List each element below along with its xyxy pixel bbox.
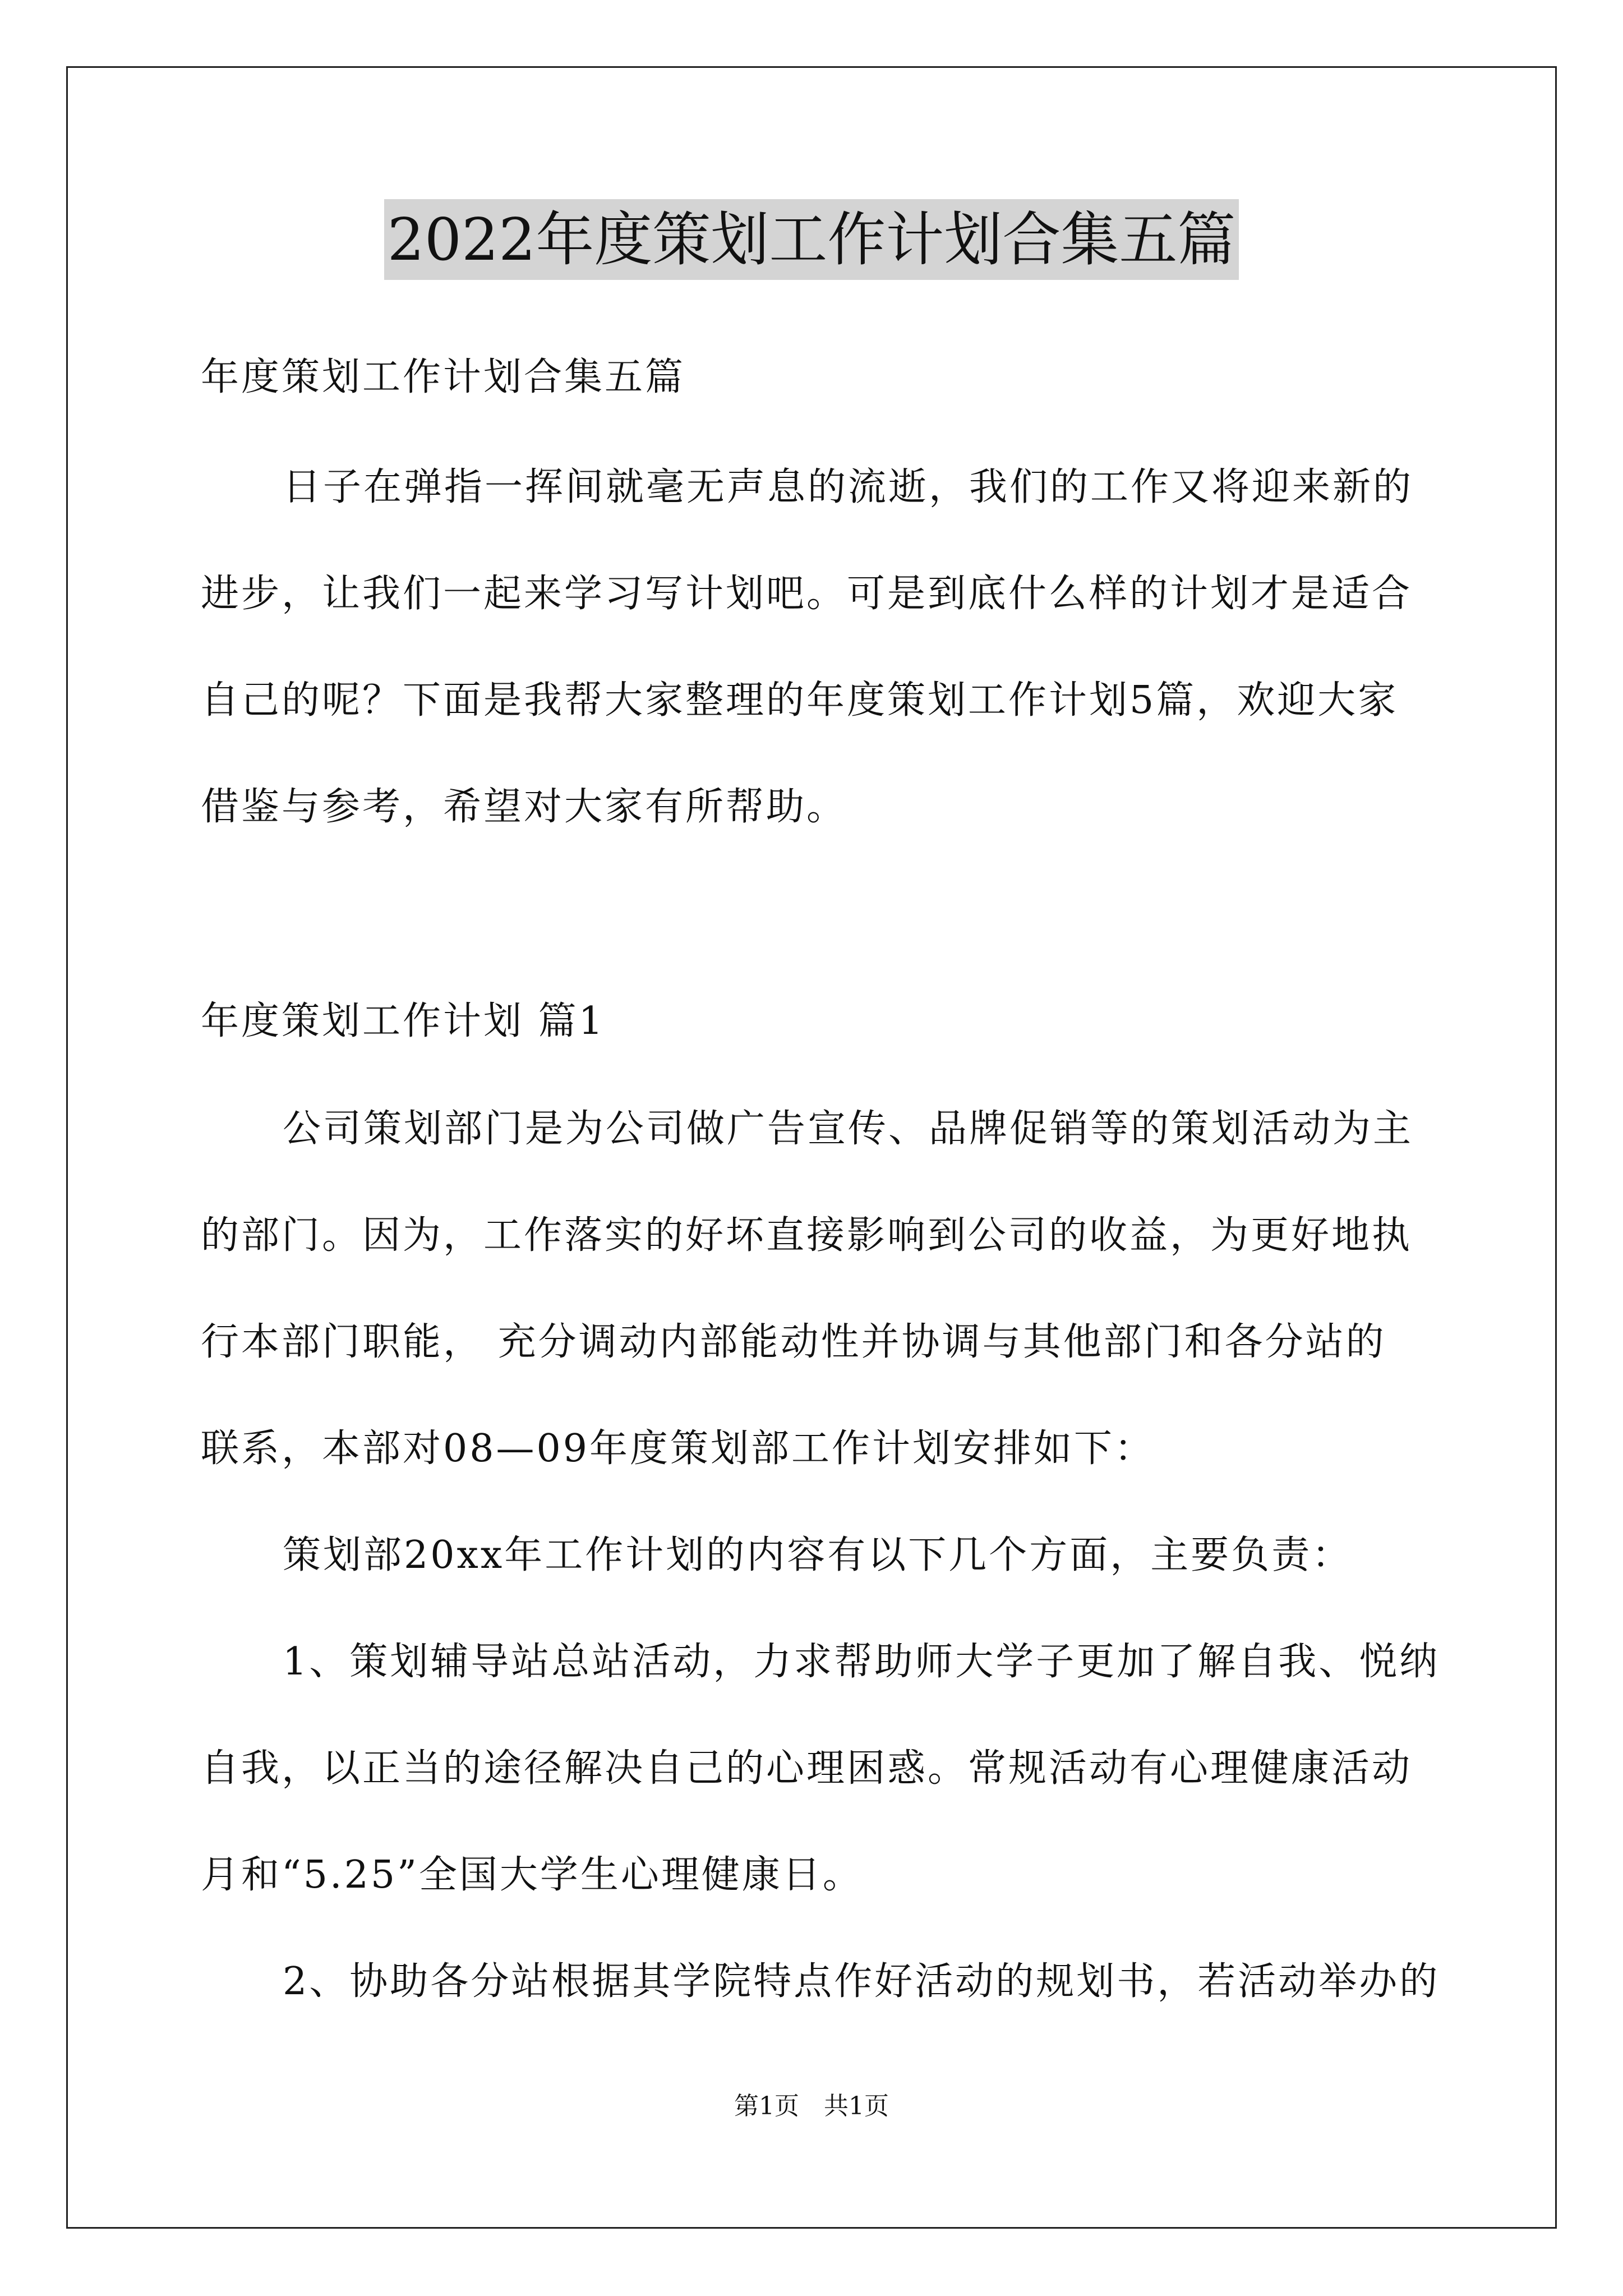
section-heading: 年度策划工作计划 篇1 — [201, 999, 605, 1043]
section-line: 1、策划辅导站总站活动，力求帮助师大学子更加了解自我、悦纳 — [283, 1640, 1440, 1684]
intro-line: 借鉴与参考，希望对大家有所帮助。 — [201, 785, 847, 829]
title-container — [0, 199, 1623, 280]
section-line: 自我，以正当的途径解决自己的心理困惑。常规活动有心理健康活动 — [201, 1746, 1413, 1791]
section-line: 行本部门职能， 充分调动内部能动性并协调与其他部门和各分站的 — [201, 1320, 1386, 1364]
section-line: 联系，本部对08—09年度策划部工作计划安排如下： — [201, 1427, 1155, 1471]
intro-line: 自己的呢？下面是我帮大家整理的年度策划工作计划5篇，欢迎大家 — [201, 678, 1399, 723]
document-title: 2022年度策划工作计划合集五篇 — [384, 199, 1239, 280]
section-line: 公司策划部门是为公司做广告宣传、品牌促销等的策划活动为主 — [283, 1107, 1414, 1151]
section-line: 策划部20xx年工作计划的内容有以下几个方面，主要负责： — [283, 1533, 1353, 1577]
section-line: 2、协助各分站根据其学院特点作好活动的规划书，若活动举办的 — [283, 1959, 1440, 2004]
document-subtitle: 年度策划工作计划合集五篇 — [201, 355, 686, 399]
intro-line: 日子在弹指一挥间就毫无声息的流逝，我们的工作又将迎来新的 — [283, 465, 1414, 509]
page-footer: 第1页 共1页 — [734, 2092, 889, 2120]
section-line: 月和“5.25”全国大学生心理健康日。 — [201, 1853, 863, 1897]
intro-line: 进步，让我们一起来学习写计划吧。可是到底什么样的计划才是适合 — [201, 572, 1413, 616]
section-line: 的部门。因为，工作落实的好坏直接影响到公司的收益，为更好地执 — [201, 1213, 1413, 1258]
